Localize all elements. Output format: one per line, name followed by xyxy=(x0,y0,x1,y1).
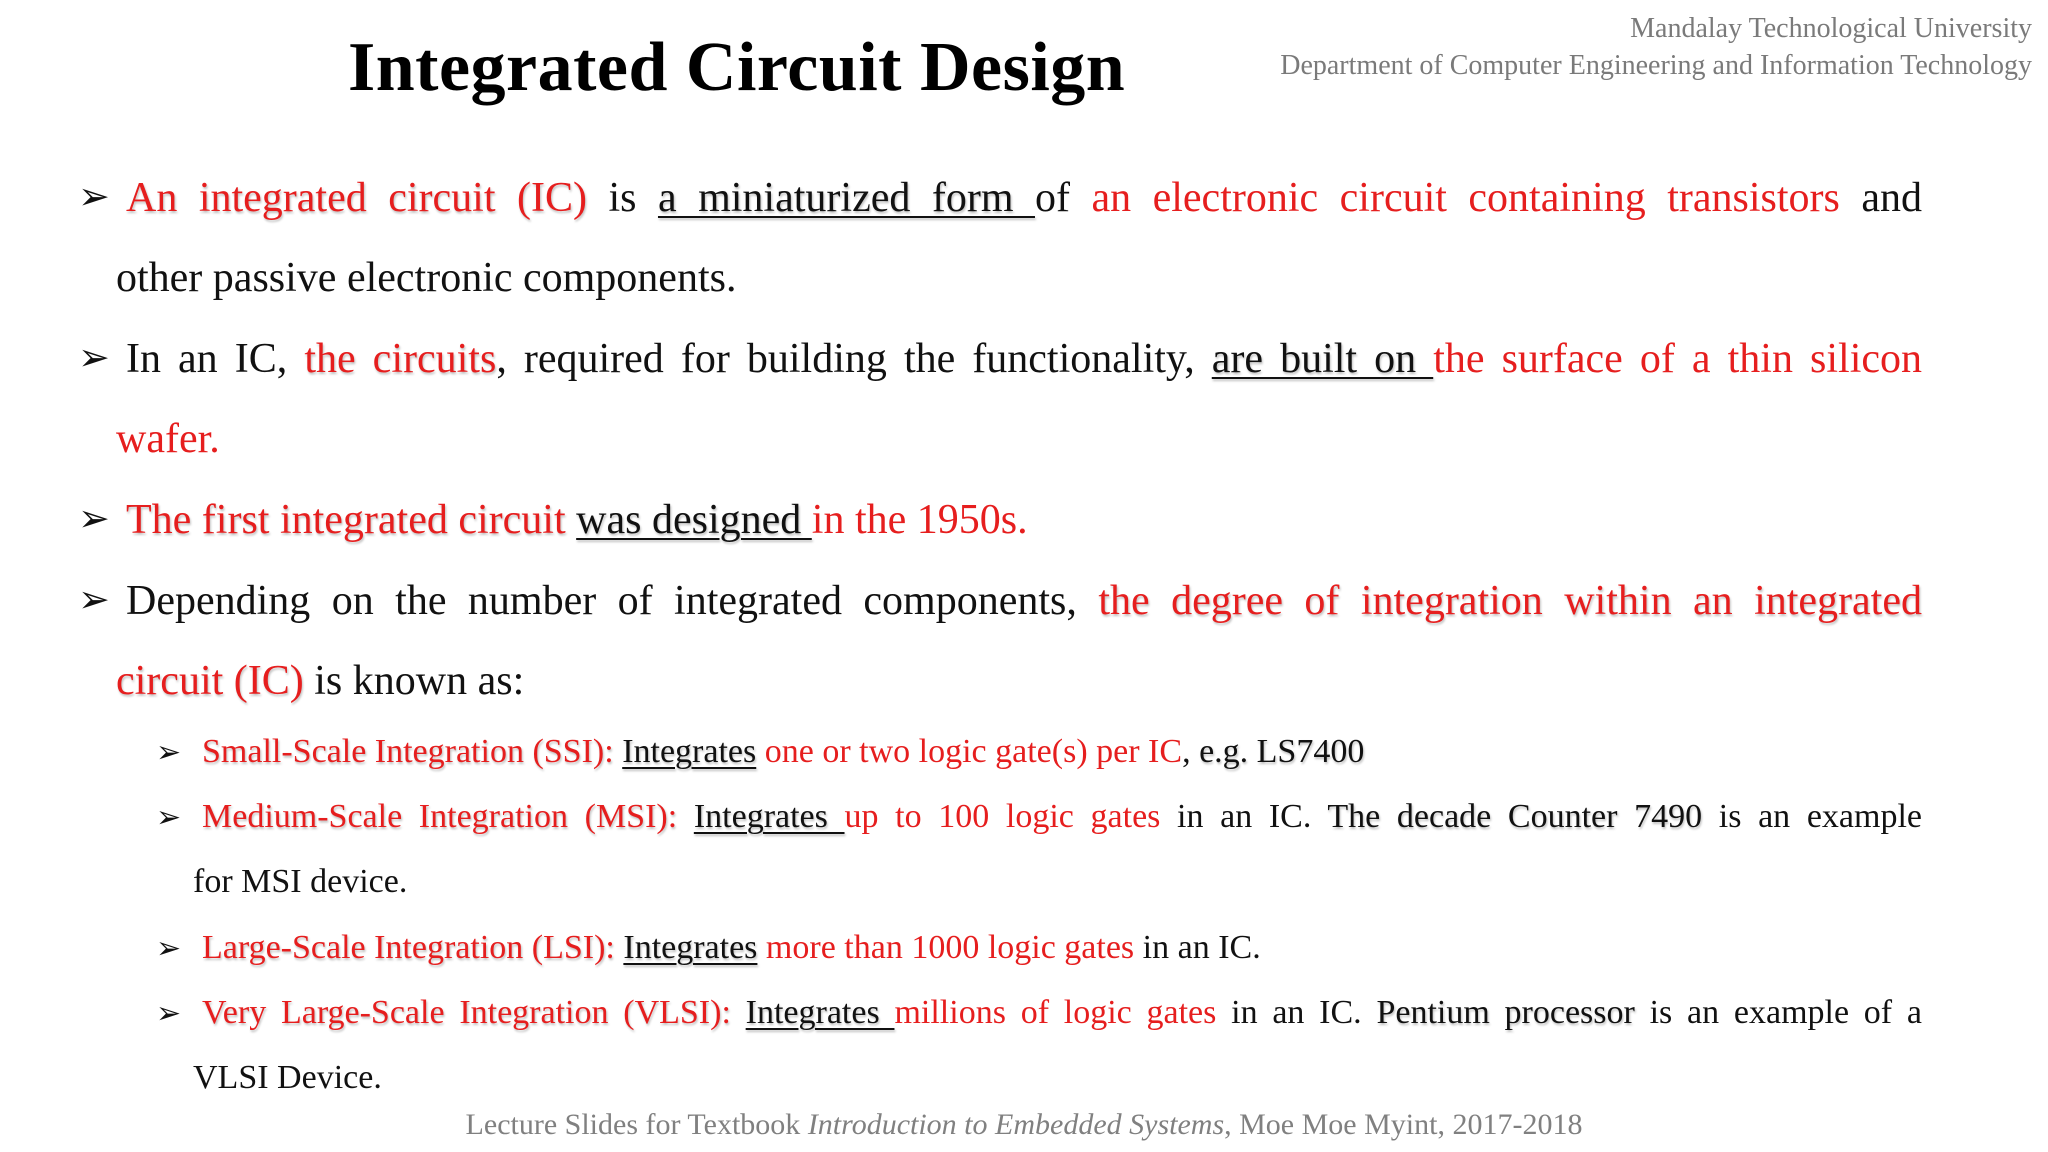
ssi-comma: , xyxy=(1182,733,1200,770)
sub-bullet-lsi xyxy=(202,929,1261,967)
msi-red-phrase: up to 100 logic gates xyxy=(844,798,1161,835)
lsi-term: Large-Scale Integration (LSI): xyxy=(202,929,624,966)
arrowhead-bullet-icon: ➢ xyxy=(156,997,182,1030)
bullet-1-line-2: other passive electronic components. xyxy=(116,255,737,301)
sub-bullet-vlsi-line-1 xyxy=(202,994,1922,1032)
arrowhead-bullet-icon: ➢ xyxy=(78,337,110,379)
bullet-3-red-phrase: in the 1950s. xyxy=(811,497,1028,543)
bullet-1-text-of: of xyxy=(1034,175,1092,221)
bullet-1-text-is: is xyxy=(586,175,658,221)
msi-example: The decade Counter 7490 xyxy=(1327,798,1703,835)
sub-bullet-vlsi-line-2: VLSI Device. xyxy=(193,1059,382,1096)
slide-footer xyxy=(0,1108,2048,1142)
bullet-1-red-phrase: an electronic circuit containing transistors xyxy=(1091,175,1840,221)
vlsi-text-mid: in an IC. xyxy=(1216,994,1377,1031)
bullet-1-underlined: a miniaturized form xyxy=(657,175,1035,221)
bullet-4-line-2 xyxy=(116,657,524,705)
ssi-term: Small-Scale Integration (SSI): xyxy=(202,733,623,770)
bullet-2-text-start: In an IC, xyxy=(126,336,305,382)
msi-term: Medium-Scale Integration (MSI): xyxy=(202,798,694,835)
university-name: Mandalay Technological University xyxy=(1630,13,2032,44)
bullet-2-underlined: are built on xyxy=(1211,336,1434,382)
bullet-4-term: circuit (IC) xyxy=(116,658,304,704)
footer-prefix: Lecture Slides for Textbook xyxy=(465,1108,808,1141)
vlsi-example: Pentium processor xyxy=(1376,994,1635,1031)
bullet-3-term: The first integrated circuit xyxy=(126,497,577,543)
department-name: Department of Computer Engineering and Information Technology xyxy=(1280,50,2032,81)
sub-bullet-msi-line-1 xyxy=(202,798,1922,836)
lsi-underlined: Integrates xyxy=(623,929,758,966)
bullet-3-line-1 xyxy=(126,496,1028,544)
ssi-example: e.g. LS7400 xyxy=(1199,733,1365,770)
footer-book-title: Introduction to Embedded Systems xyxy=(807,1108,1225,1141)
sub-bullet-msi-line-2: for MSI device. xyxy=(193,863,408,900)
msi-text-end: is an example xyxy=(1702,798,1922,835)
slide-title: Integrated Circuit Design xyxy=(348,29,1126,106)
msi-underlined: Integrates xyxy=(693,798,845,835)
bullet-1-term: An integrated circuit (IC) xyxy=(126,175,587,221)
vlsi-red-phrase: millions of logic gates xyxy=(894,994,1217,1031)
vlsi-underlined: Integrates xyxy=(745,994,895,1031)
arrowhead-bullet-icon: ➢ xyxy=(156,736,182,769)
bullet-2-line-2: wafer. xyxy=(116,416,220,462)
bullet-2-text-mid: , required for building the functionality, xyxy=(496,336,1212,382)
arrowhead-bullet-icon: ➢ xyxy=(156,801,182,834)
bullet-2-term: the circuits xyxy=(304,336,497,382)
bullet-1-line-1 xyxy=(126,174,1922,222)
arrowhead-bullet-icon: ➢ xyxy=(78,176,110,218)
ssi-red-phrase: one or two logic gate(s) per IC xyxy=(756,733,1183,770)
bullet-1-text-and: and xyxy=(1839,175,1922,221)
vlsi-text-end: is an example of a xyxy=(1634,994,1922,1031)
bullet-2-red-phrase: the surface of a thin silicon xyxy=(1433,336,1923,382)
bullet-3-underlined: was designed xyxy=(576,497,812,543)
msi-text-mid: in an IC. xyxy=(1160,798,1328,835)
lsi-red-phrase: more than 1000 logic gates xyxy=(757,929,1135,966)
bullet-4-text-end: is known as: xyxy=(303,658,525,704)
ssi-underlined: Integrates xyxy=(622,733,757,770)
arrowhead-bullet-icon: ➢ xyxy=(78,498,110,540)
vlsi-term: Very Large-Scale Integration (VLSI): xyxy=(202,994,746,1031)
bullet-4-red-phrase: the degree of integration within an integrated xyxy=(1098,578,1922,624)
bullet-4-line-1 xyxy=(126,577,1922,625)
footer-suffix: , Moe Moe Myint, 2017-2018 xyxy=(1224,1108,1583,1141)
affiliation xyxy=(1280,10,2032,84)
arrowhead-bullet-icon: ➢ xyxy=(78,579,110,621)
sub-bullet-ssi xyxy=(202,733,1364,771)
lsi-text-end: in an IC. xyxy=(1134,929,1261,966)
bullet-2-line-1 xyxy=(126,335,1922,383)
arrowhead-bullet-icon: ➢ xyxy=(156,932,182,965)
bullet-4-text-start: Depending on the number of integrated components, xyxy=(126,578,1099,624)
